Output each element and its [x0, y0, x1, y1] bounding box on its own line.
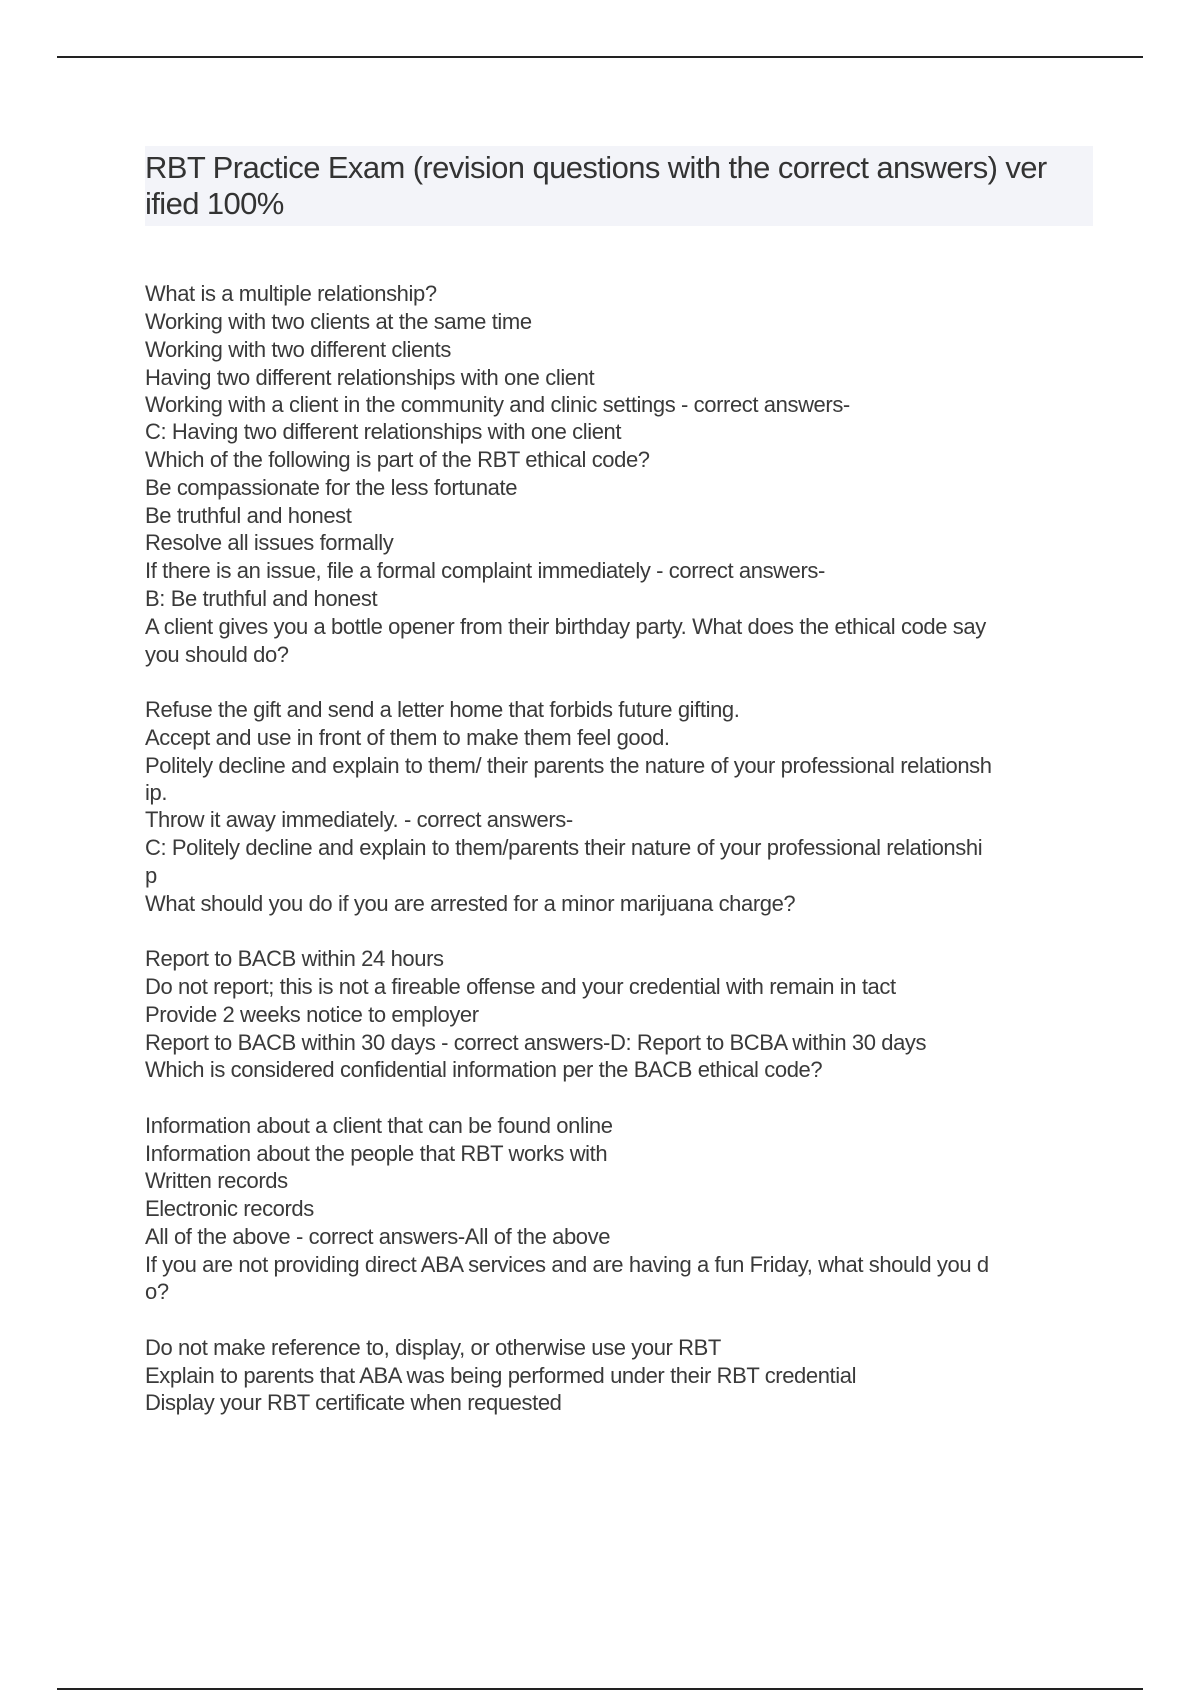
body-line: B: Be truthful and honest [145, 586, 378, 611]
body-line: Provide 2 weeks notice to employer [145, 1002, 479, 1027]
body-line: A client gives you a bottle opener from their birthday party. What does the ethical code say [145, 614, 986, 639]
body-line: Throw it away immediately. - correct answers- [145, 807, 573, 832]
body-line: What is a multiple relationship? [145, 281, 437, 306]
body-line: Display your RBT certificate when requested [145, 1390, 562, 1415]
body-line: C: Having two different relationships with one client [145, 419, 622, 444]
body-line: Do not make reference to, display, or otherwise use your RBT [145, 1335, 721, 1360]
body-line: Information about the people that RBT works with [145, 1141, 608, 1166]
body-line: you should do? [145, 642, 289, 667]
body-line: Report to BACB within 24 hours [145, 946, 444, 971]
body-line: C: Politely decline and explain to them/parents their nature of your professional relationshi [145, 835, 983, 860]
body-line: Refuse the gift and send a letter home that forbids future gifting. [145, 697, 740, 722]
body-line: ip. [145, 780, 168, 805]
body-line: Resolve all issues formally [145, 530, 394, 555]
body-line: Be compassionate for the less fortunate [145, 475, 518, 500]
body-line: Electronic records [145, 1196, 314, 1221]
body-line: Information about a client that can be found online [145, 1113, 613, 1138]
body-line: Which is considered confidential information per the BACB ethical code? [145, 1057, 823, 1082]
body-line: If you are not providing direct ABA services and are having a fun Friday, what should you d [145, 1252, 989, 1277]
body-line: Explain to parents that ABA was being performed under their RBT credential [145, 1363, 857, 1388]
body-line: p [145, 863, 157, 888]
page-title-line-2: ified 100% [145, 186, 284, 221]
body-line: Written records [145, 1168, 288, 1193]
body-line: Working with two different clients [145, 337, 451, 362]
body-line: Be truthful and honest [145, 503, 352, 528]
body-line: What should you do if you are arrested for a minor marijuana charge? [145, 891, 796, 916]
body-line: Report to BACB within 30 days - correct answers-D: Report to BCBA within 30 days [145, 1030, 927, 1055]
body-line: If there is an issue, file a formal complaint immediately - correct answers- [145, 558, 825, 583]
page-title-line-1: RBT Practice Exam (revision questions with the correct answers) ver [145, 150, 1047, 185]
body-line: Accept and use in front of them to make them feel good. [145, 725, 670, 750]
body-line: Working with a client in the community and clinic settings - correct answers- [145, 392, 850, 417]
body-line: Politely decline and explain to them/ their parents the nature of your professional relationsh [145, 753, 992, 778]
body-line: Working with two clients at the same time [145, 309, 532, 334]
footer-divider [57, 1688, 1143, 1690]
body-line: o? [145, 1279, 169, 1304]
header-divider [57, 56, 1143, 58]
body-line: Having two different relationships with one client [145, 365, 595, 390]
body-line: Which of the following is part of the RBT ethical code? [145, 447, 650, 472]
body-line: Do not report; this is not a fireable offense and your credential with remain in tact [145, 974, 896, 999]
page-title [145, 146, 1093, 226]
body-line: All of the above - correct answers-All of the above [145, 1224, 611, 1249]
